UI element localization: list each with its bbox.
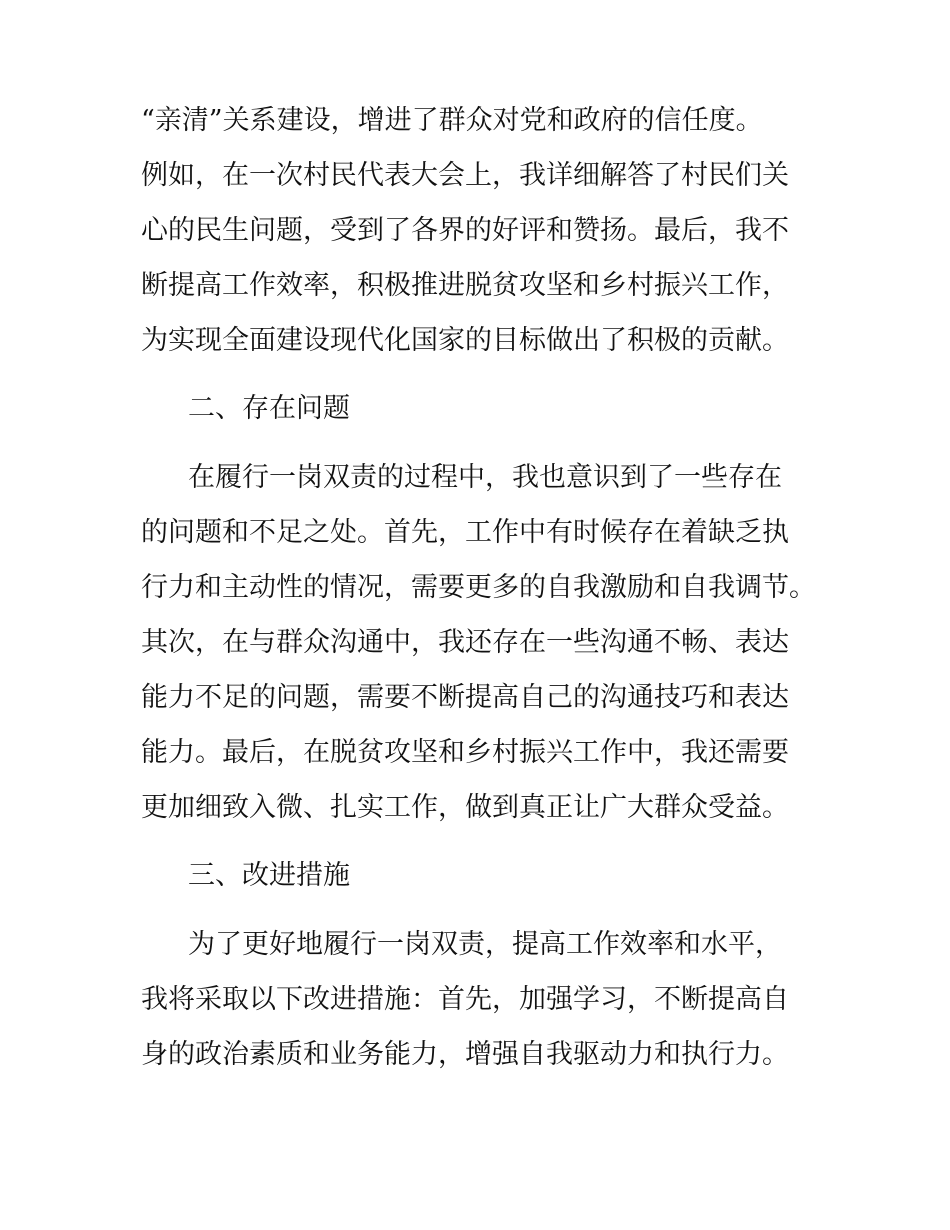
paragraph-line: 其次，在与群众沟通中，我还存在一些沟通不畅、表达: [141, 627, 789, 658]
section-heading: 三、改进措施: [188, 860, 350, 891]
paragraph-line: 为实现全面建设现代化国家的目标做出了积极的贡献。: [141, 325, 789, 356]
section-heading: 二、存在问题: [188, 393, 350, 424]
paragraph-line: 在履行一岗双责的过程中，我也意识到了一些存在: [188, 462, 782, 493]
paragraph-line: 我将采取以下改进措施：首先，加强学习，不断提高自: [141, 984, 789, 1015]
paragraph-line: “亲清”关系建设，增进了群众对党和政府的信任度。: [141, 105, 763, 136]
paragraph-line: 例如，在一次村民代表大会上，我详细解答了村民们关: [141, 160, 789, 191]
paragraph-line: 心的民生问题，受到了各界的好评和赞扬。最后，我不: [141, 215, 789, 246]
paragraph-line: 为了更好地履行一岗双责，提高工作效率和水平，: [188, 929, 782, 960]
paragraph-line: 断提高工作效率，积极推进脱贫攻坚和乡村振兴工作，: [141, 270, 789, 301]
paragraph-line: 身的政治素质和业务能力，增强自我驱动力和执行力。: [141, 1039, 789, 1070]
paragraph-line: 更加细致入微、扎实工作，做到真正让广大群众受益。: [141, 792, 789, 823]
paragraph-line: 能力。最后，在脱贫攻坚和乡村振兴工作中，我还需要: [141, 737, 789, 768]
paragraph-line: 的问题和不足之处。首先，工作中有时候存在着缺乏执: [141, 517, 789, 548]
paragraph-line: 行力和主动性的情况，需要更多的自我激励和自我调节。: [141, 572, 816, 603]
paragraph-line: 能力不足的问题，需要不断提高自己的沟通技巧和表达: [141, 682, 789, 713]
